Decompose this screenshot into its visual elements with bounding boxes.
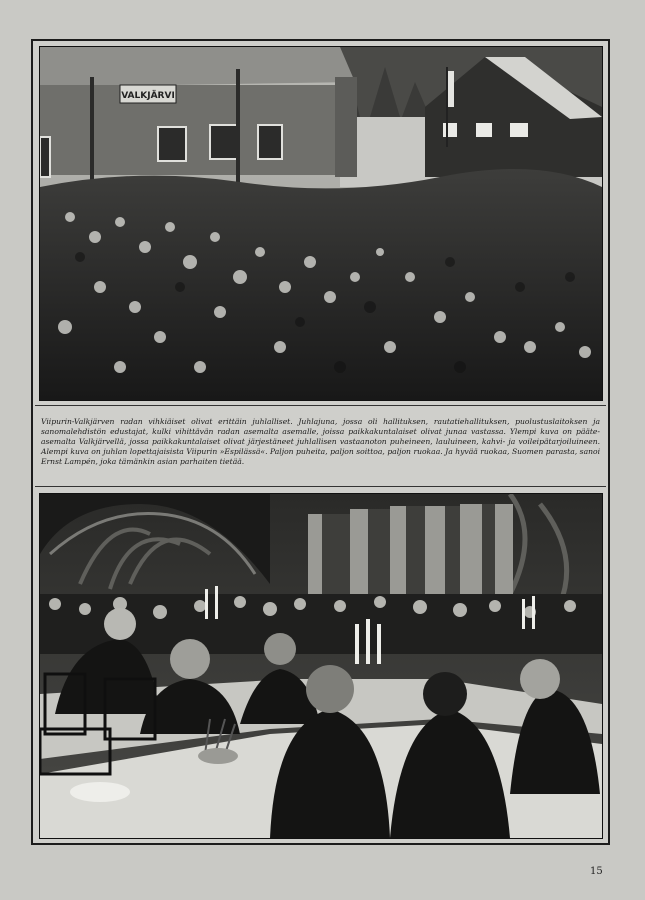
bottom-photo-banquet [39, 493, 603, 839]
caption-text: Viipurin-Valkjärven radan vihkiäiset olivat erittäin juhlalliset. Juhlajuna, jossa oli hallituksen, rautatiehallituksen, puolustuslaitoksen ja sanomalehdistön edustajat, kulki vihittävän radan asemalta asemalle, joissa paikkakuntalaiset olivat junaa vastassa. Ylempi kuva on pääte-asemalta Valkjärvellä, jossa paikkakuntalaiset olivat järjestäneet juhlallisen vastaanoton puheineen, lauluineen, kahvi- ja voileipätarjoiluineen. Alempi kuva on juhlan lopettajaisista Viipurin »Espilässä«. Paljon puheita, paljon soittoa, paljon ruokaa. Ja hyvää ruokaa, Suomen parasta, sanoi Ernst Lampén, joka tämänkin asian parhaiten tietää. [41, 417, 600, 466]
station-sign: VALKJÄRVI [121, 91, 175, 101]
page-frame [31, 39, 610, 845]
caption-box [35, 405, 606, 487]
top-photo-station-crowd [39, 46, 603, 401]
banquet-illustration [40, 494, 602, 838]
station-crowd-illustration [40, 47, 602, 400]
page-number: 15 [590, 866, 603, 877]
